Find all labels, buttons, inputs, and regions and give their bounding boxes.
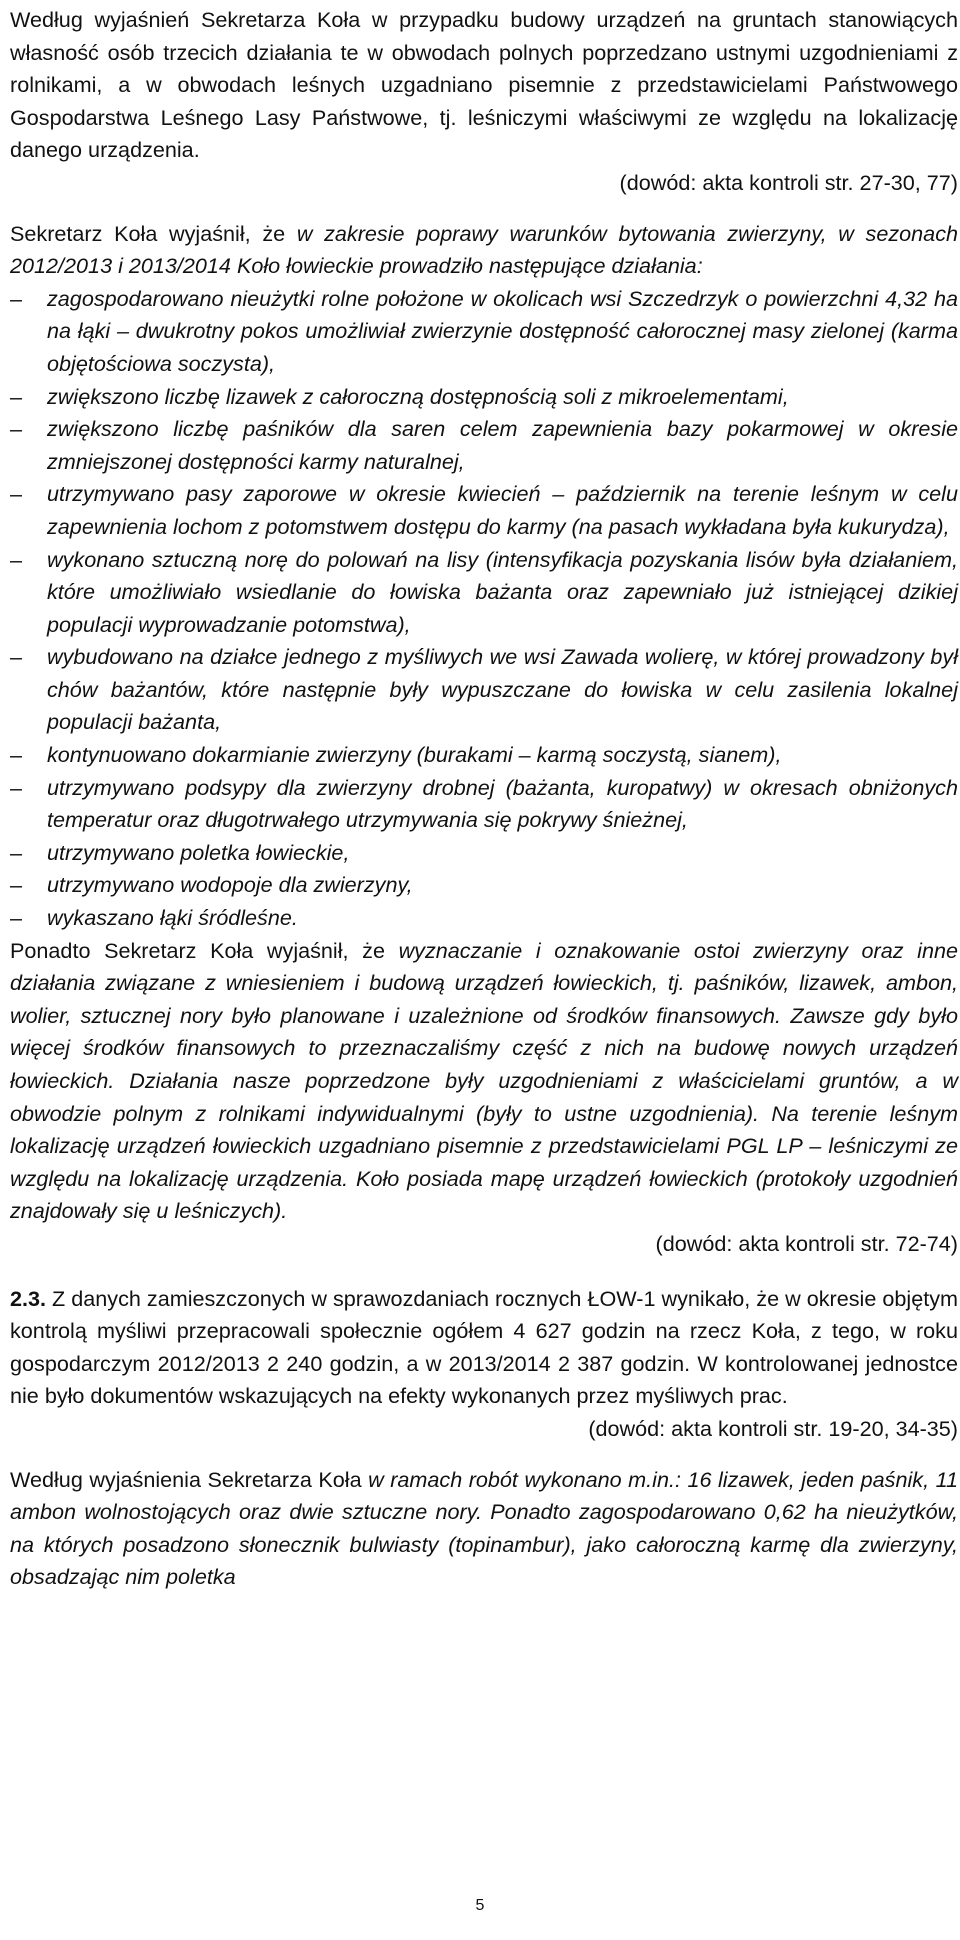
dash-bullet: – xyxy=(10,481,23,507)
paragraph-quote-text: w zakresie poprawy warunków bytowania zwierzyny, w sezonach 2012/2013 i 2013/2014 Koło łowieckie prowadziło następujące działania: xyxy=(10,220,958,279)
section-number: 2.3. xyxy=(10,1285,47,1311)
dash-bullet: – xyxy=(10,546,23,572)
paragraph-quote-text: wyznaczanie i oznakowanie ostoi zwierzyny oraz inne działania związane z wniesieniem i budową urządzeń łowieckich, tj. paśników, lizawek, ambon, wolier, sztucznej nory było planowane i uzależnione od środków finansowych. Zawsze gdy było więcej środków finansowych to przeznaczaliśmy część z nich na budowę nowych urządzeń łowieckich. Działania nasze poprzedzone były uzgodnieniami z właścicielami gruntów, a w obwodzie polnym z rolnikami indywidualnymi (były to ustne uzgodnienia). Na terenie leśnym lokalizację urządzeń łowieckich uzgadniano pisemnie z przedstawicielami PGL LP – leśniczymi ze względu na lokalizację urządzenia. Koło posiada mapę urządzeń łowieckich (protokoły uzgodnień znajdowały się u leśniczych). xyxy=(10,937,958,1224)
evidence-reference: (dowód: akta kontroli str. 72-74) xyxy=(655,1230,958,1256)
paragraph-text: Z danych zamieszczonych w sprawozdaniach rocznych ŁOW-1 wynikało, że w okresie objętym kontrolą myśliwi przepracowali społecznie ogółem 4 627 godzin na rzecz Koła, z tego, w roku gospodarczym 2012/2013 2 240 godzin, a w 2013/2014 2 387 godzin. W kontrolowanej jednostce nie było dokumentów wskazujących na efekty wykonanych przez myśliwych prac. xyxy=(10,1285,958,1409)
paragraph-foreign-land-agreements: Według wyjaśnień Sekretarza Koła w przypadku budowy urządzeń na gruntach stanowiących własność osób trzecich działania te w obwodach polnych poprzedzano ustnymi uzgodnieniami z rolnikami, a w obwodach leśnych uzgadniano pisemnie z przedstawicielami Państwowego Gospodarstwa Leśnego Lasy Państwowe, tj. leśniczymi właściwymi ze względu na lokalizację danego urządzenia. xyxy=(10,7,958,163)
list-item xyxy=(10,478,958,543)
paragraph-section-2-3 xyxy=(10,1283,958,1413)
paragraph-quote-text: w ramach robót wykonano m.in.: 16 lizawek, jeden paśnik, 11 ambon wolnostojących oraz dwie sztuczne nory. Ponadto zagospodarowano 0,62 ha nieużytków, na których posadzono słonecznik bulwiasty (topinambur), jako całoroczną karmę dla zwierzyny, obsadzając nim poletka xyxy=(10,1466,958,1590)
list-item-text: utrzymywano pasy zaporowe w okresie kwiecień – październik na terenie leśnym w celu zapewnienia lochom z potomstwem dostępu do karmy (na pasach wykładana była kukurydza), xyxy=(47,481,958,539)
dash-bullet: – xyxy=(10,872,23,898)
list-item-text: utrzymywano poletka łowieckie, xyxy=(47,839,350,865)
paragraph-secretary-explanation xyxy=(10,218,958,283)
paragraph-lead-text: Ponadto Sekretarz Koła wyjaśnił, że xyxy=(10,937,399,963)
dash-bullet: – xyxy=(10,839,23,865)
dash-bullet: – xyxy=(10,905,23,931)
dash-bullet: – xyxy=(10,742,23,768)
list-item-text: wykonano sztuczną norę do polowań na lisy (intensyfikacja pozyskania lisów była działaniem, które umożliwiało wsiedlanie do łowiska bażanta oraz zapewniało już istniejącej dzikiej populacji wyprowadzanie potomstwa), xyxy=(47,546,958,637)
paragraph-lead-text: Sekretarz Koła wyjaśnił, że xyxy=(10,220,297,246)
list-item xyxy=(10,837,958,870)
list-item xyxy=(10,413,958,478)
list-item xyxy=(10,869,958,902)
list-item xyxy=(10,641,958,739)
evidence-reference: (dowód: akta kontroli str. 27-30, 77) xyxy=(619,169,958,195)
list-item-text: zwiększono liczbę paśników dla saren celem zapewnienia bazy pokarmowej w okresie zmniejszonej dostępności karmy naturalnej, xyxy=(47,416,958,474)
list-item-text: utrzymywano podsypy dla zwierzyny drobnej (bażanta, kuropatwy) w okresach obniżonych temperatur oraz długotrwałego utrzymywania się pokrywy śnieżnej, xyxy=(47,774,958,833)
list-item-text: zwiększono liczbę lizawek z całoroczną dostępnością soli z mikroelementami, xyxy=(47,383,789,409)
list-item xyxy=(10,739,958,772)
list-item xyxy=(10,544,958,642)
list-item-text: zagospodarowano nieużytki rolne położone w okolicach wsi Szczedrzyk o powierzchni 4,32 ha na łąki – dwukrotny pokos umożliwiał zwierzynie dostępność całorocznej masy zielonej (karma objętościowa soczysta), xyxy=(47,285,958,376)
dash-bullet: – xyxy=(10,416,23,442)
list-item xyxy=(10,283,958,381)
document-page xyxy=(10,4,958,1594)
list-item-text: kontynuowano dokarmianie zwierzyny (burakami – karmą soczystą, sianem), xyxy=(47,742,782,768)
list-item-text: wybudowano na działce jednego z myśliwych we wsi Zawada wolierę, w której prowadzony był chów bażantów, które następnie były wypuszczane do łowiska w celu zasilenia lokalnej populacji bażanta, xyxy=(47,644,958,735)
spacer xyxy=(10,200,958,218)
list-item-text: utrzymywano wodopoje dla zwierzyny, xyxy=(47,872,413,898)
spacer xyxy=(10,1261,958,1283)
spacer xyxy=(10,1446,958,1464)
dash-bullet: – xyxy=(10,285,23,311)
activities-list xyxy=(10,283,958,935)
dash-bullet: – xyxy=(10,383,23,409)
list-item xyxy=(10,902,958,935)
evidence-reference: (dowód: akta kontroli str. 19-20, 34-35) xyxy=(588,1415,958,1441)
paragraph-works-performed xyxy=(10,1464,958,1594)
list-item xyxy=(10,772,958,837)
paragraph-secretary-further-explanation xyxy=(10,935,958,1228)
list-item xyxy=(10,381,958,414)
dash-bullet: – xyxy=(10,644,23,670)
list-item-text: wykaszano łąki śródleśne. xyxy=(47,905,298,931)
page-number: 5 xyxy=(475,1897,485,1914)
paragraph-lead-text: Według wyjaśnienia Sekretarza Koła xyxy=(10,1466,369,1492)
dash-bullet: – xyxy=(10,774,23,800)
